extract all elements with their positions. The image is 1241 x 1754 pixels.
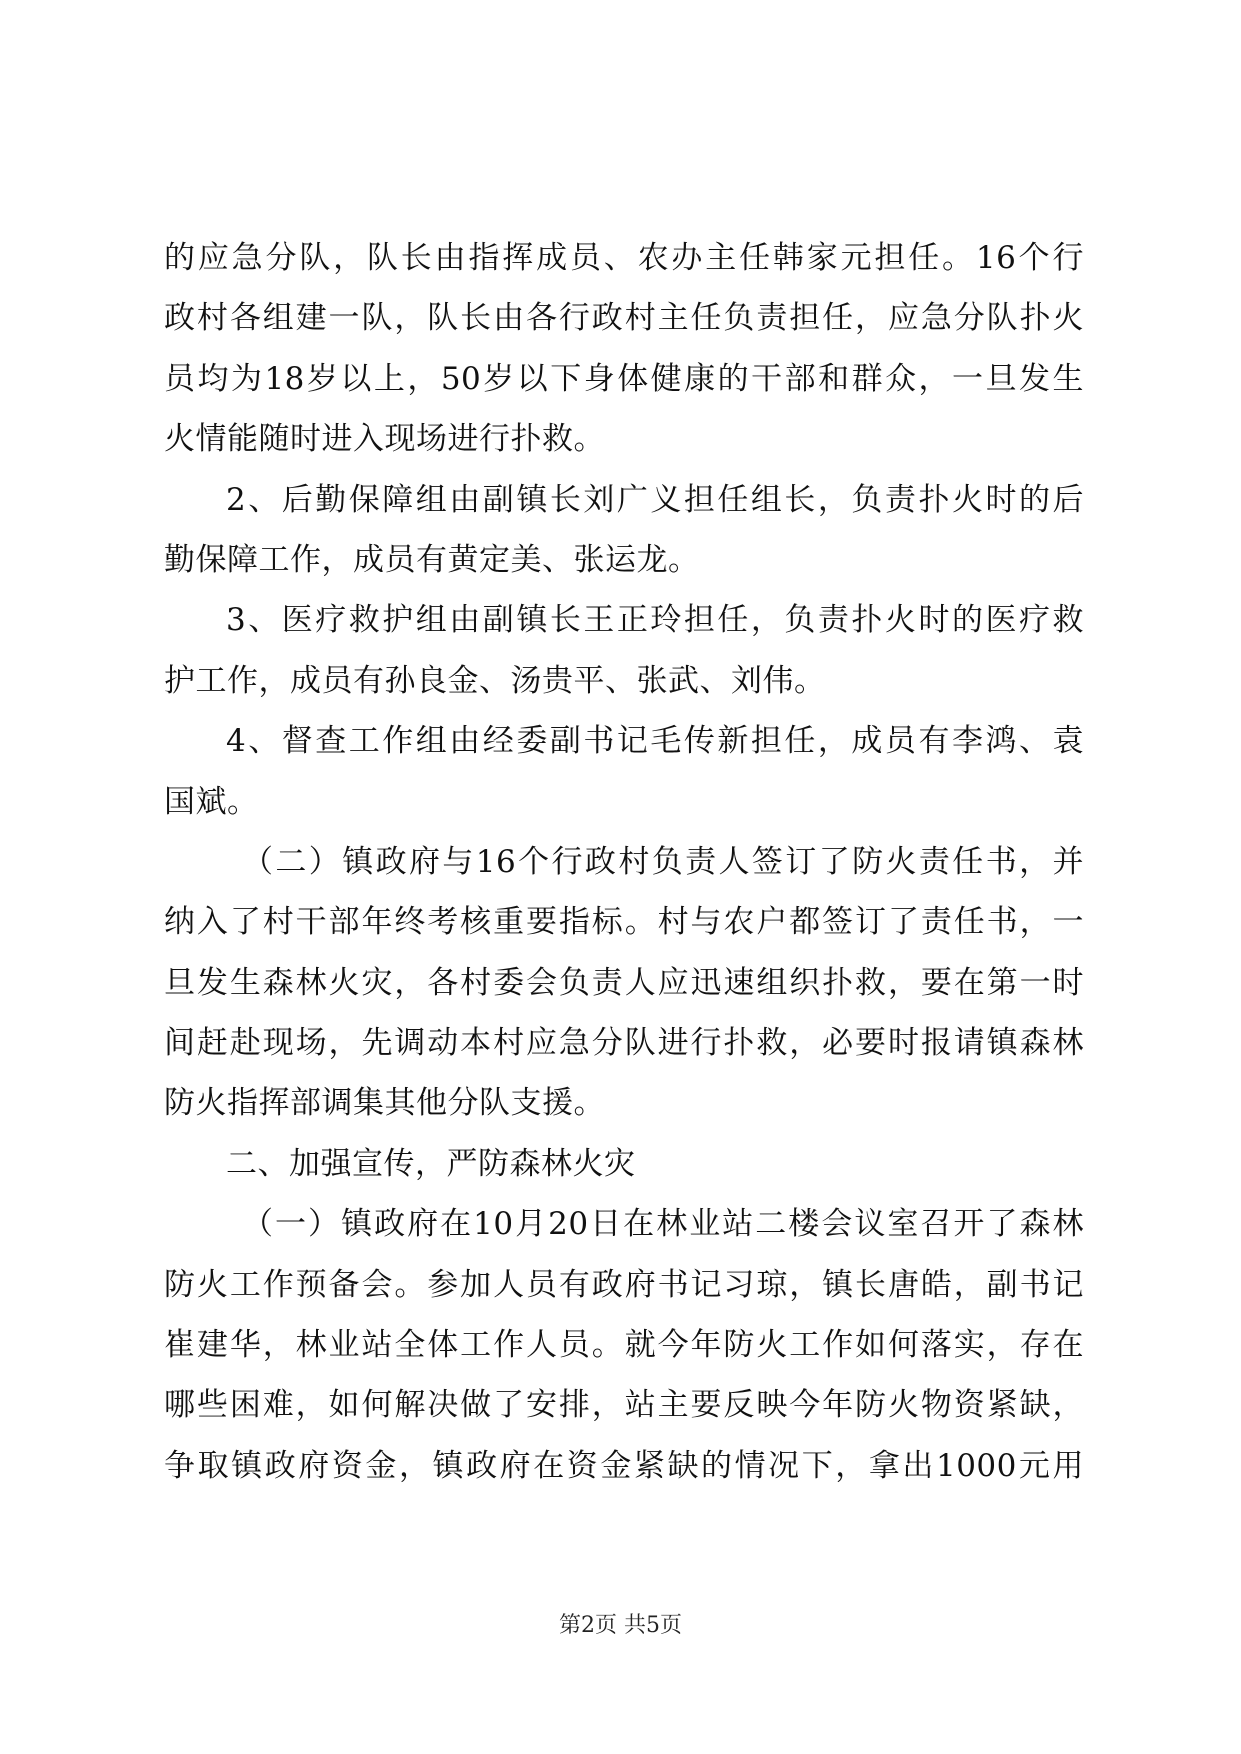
text-line: 3、医疗救护组由副镇长王正玲担任，负责扑火时的医疗救 (226, 602, 1084, 639)
text-line: 员均为18岁以上，50岁以下身体健康的干部和群众，一旦发生 (164, 360, 1084, 397)
document-body (164, 228, 1084, 1496)
text-line: 崔建华，林业站全体工作人员。就今年防火工作如何落实，存在 (164, 1327, 1084, 1364)
text-line: 护工作，成员有孙良金、汤贵平、张武、刘伟。 (164, 662, 826, 699)
text-line: 火情能随时进入现场进行扑救。 (164, 421, 605, 458)
text-line: 间赶赴现场，先调动本村应急分队进行扑救，必要时报请镇森林 (164, 1025, 1084, 1062)
text-line: 防火工作预备会。参加人员有政府书记习琼，镇长唐皓，副书记 (164, 1266, 1084, 1303)
text-line: 政村各组建一队，队长由各行政村主任负责担任，应急分队扑火 (164, 300, 1084, 337)
text-line: 哪些困难，如何解决做了安排，站主要反映今年防火物资紧缺， (164, 1387, 1084, 1424)
text-line: 争取镇政府资金，镇政府在资金紧缺的情况下，拿出1000元用 (164, 1447, 1084, 1484)
text-line: 纳入了村干部年终考核重要指标。村与农户都签订了责任书，一 (164, 904, 1084, 941)
text-line: 国斌。 (164, 783, 259, 820)
text-line: 勤保障工作，成员有黄定美、张运龙。 (164, 541, 700, 578)
text-line: 旦发生森林火灾，各村委会负责人应迅速组织扑救，要在第一时 (164, 964, 1084, 1001)
text-line: 2、后勤保障组由副镇长刘广义担任组长，负责扑火时的后 (226, 481, 1084, 518)
text-line: 防火指挥部调集其他分队支援。 (164, 1085, 605, 1122)
section-heading: 二、加强宣传，严防森林火灾 (226, 1145, 636, 1182)
page-number-footer: 第2页 共5页 (559, 1613, 682, 1638)
text-line: 4、督查工作组由经委副书记毛传新担任，成员有李鸿、袁 (226, 723, 1084, 760)
text-line: （二）镇政府与16个行政村负责人签订了防火责任书，并 (242, 843, 1084, 880)
text-line: （一）镇政府在10月20日在林业站二楼会议室召开了森林 (242, 1206, 1084, 1243)
text-line: 的应急分队，队长由指挥成员、农办主任韩家元担任。16个行 (164, 240, 1084, 276)
